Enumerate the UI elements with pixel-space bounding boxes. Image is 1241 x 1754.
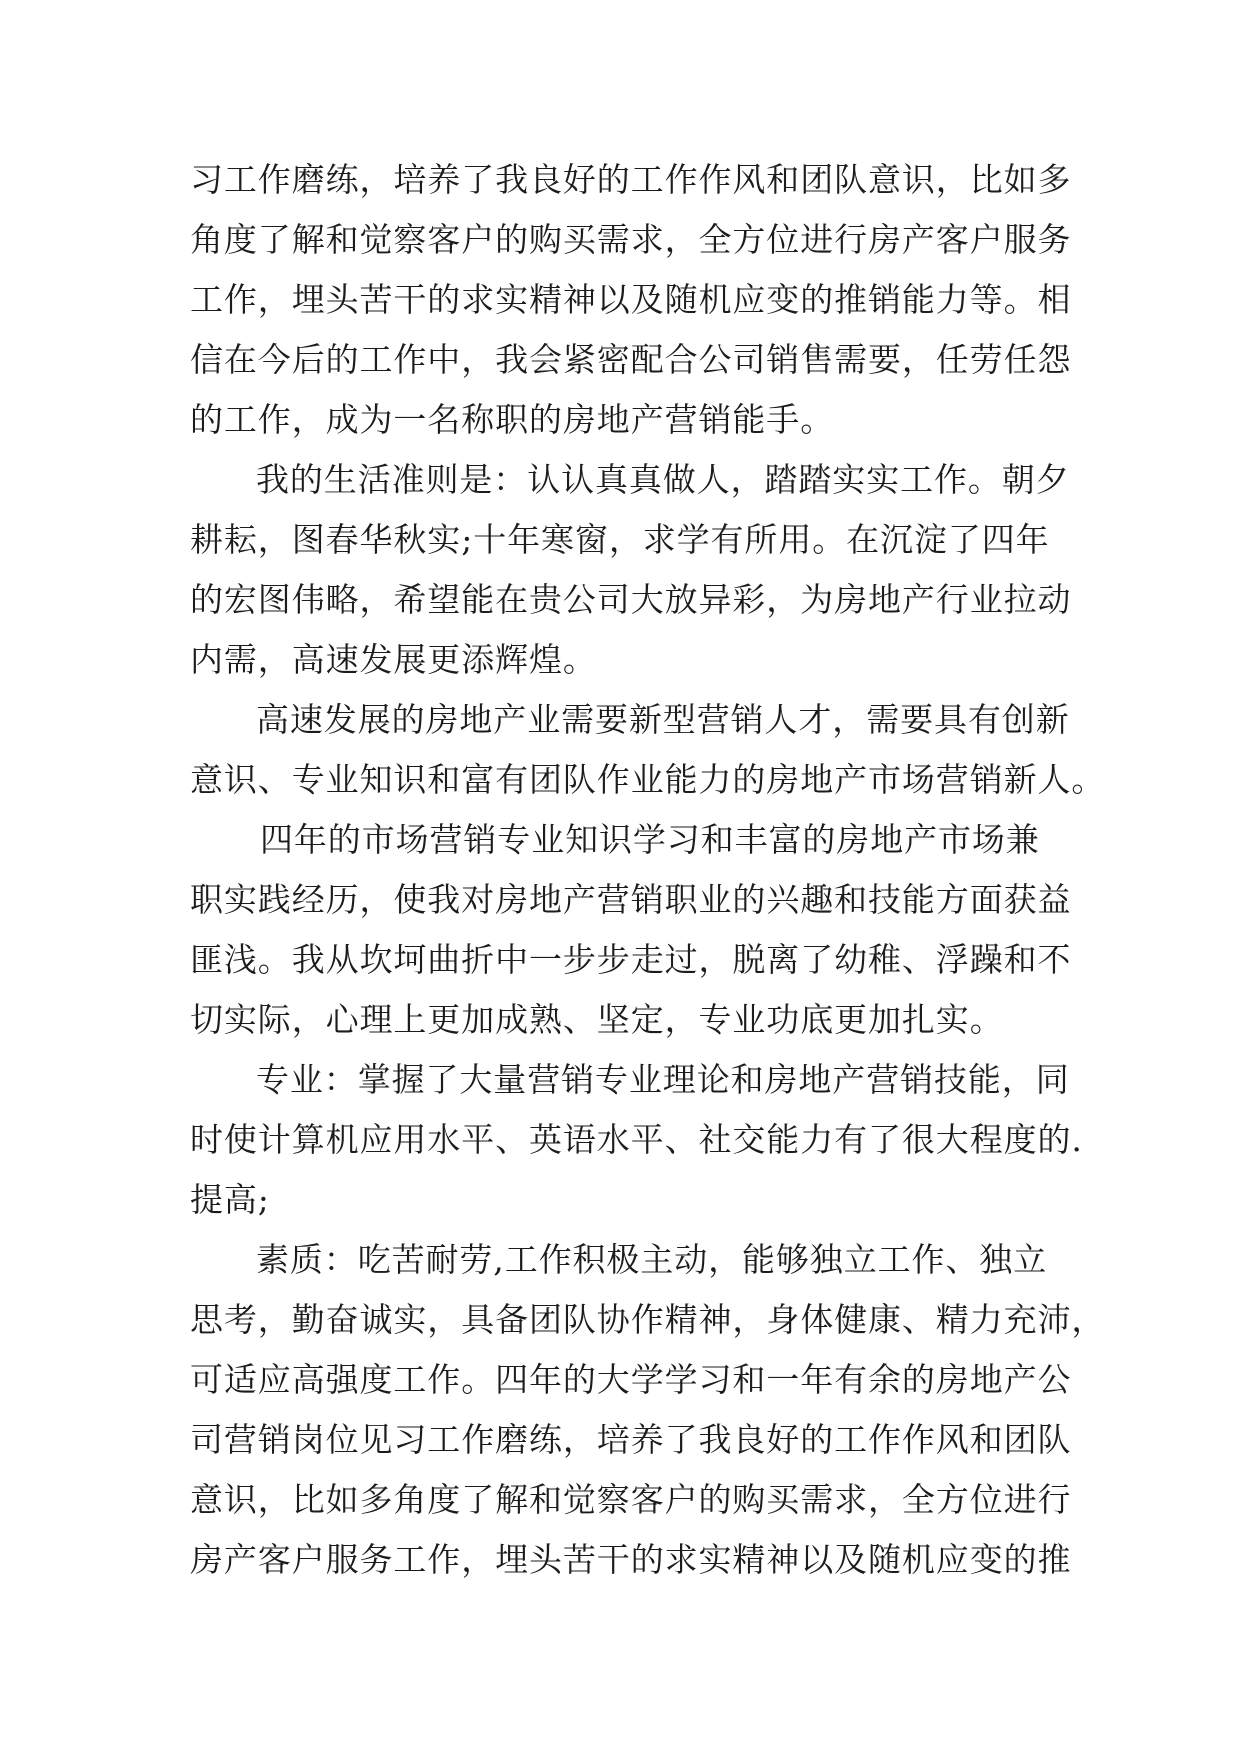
text-line: 的宏图伟略，希望能在贵公司大放异彩，为房地产行业拉动: [190, 580, 1072, 619]
text-line: 耕耘，图春华秋实;十年寒窗，求学有所用。在沉淀了四年: [190, 520, 1050, 559]
text-line: 的工作，成为一名称职的房地产营销能手。: [190, 400, 835, 439]
text-line: 职实践经历，使我对房地产营销职业的兴趣和技能方面获益: [190, 880, 1072, 919]
text-line: 房产客户服务工作，埋头苦干的求实精神以及随机应变的推: [190, 1540, 1072, 1579]
paragraph-start-line: 专业：掌握了大量营销专业理论和房地产营销技能，同: [256, 1060, 1070, 1099]
text-line: 习工作磨练，培养了我良好的工作作风和团队意识，比如多: [190, 160, 1072, 199]
text-line: 提高;: [190, 1180, 270, 1219]
paragraph-start-line: 素质：吃苦耐劳,工作积极主动，能够独立工作、独立: [256, 1240, 1048, 1279]
paragraph-start-line: 高速发展的房地产业需要新型营销人才，需要具有创新: [256, 700, 1070, 739]
text-line: 信在今后的工作中，我会紧密配合公司销售需要，任劳任怨: [190, 340, 1072, 379]
paragraph-start-line: 我的生活准则是：认认真真做人，踏踏实实工作。朝夕: [256, 460, 1070, 499]
text-line: 意识、专业知识和富有团队作业能力的房地产市场营销新人。: [190, 760, 1106, 799]
text-line: 思考，勤奋诚实，具备团队协作精神，身体健康、精力充沛，: [190, 1300, 1106, 1339]
body-text: [190, 150, 1106, 1590]
text-line: 匪浅。我从坎坷曲折中一步步走过，脱离了幼稚、浮躁和不: [190, 940, 1072, 979]
text-line: 内需，高速发展更添辉煌。: [190, 640, 597, 679]
paragraph-start-line: 四年的市场营销专业知识学习和丰富的房地产市场兼: [260, 820, 1040, 859]
text-line: 意识，比如多角度了解和觉察客户的购买需求，全方位进行: [190, 1480, 1072, 1519]
text-line: 可适应高强度工作。四年的大学学习和一年有余的房地产公: [190, 1360, 1072, 1399]
text-line: 工作，埋头苦干的求实精神以及随机应变的推销能力等。相: [190, 280, 1072, 319]
text-line: 时使计算机应用水平、英语水平、社交能力有了很大程度的.: [190, 1120, 1083, 1159]
text-line: 角度了解和觉察客户的购买需求，全方位进行房产客户服务: [190, 220, 1072, 259]
text-line: 切实际，心理上更加成熟、坚定，专业功底更加扎实。: [190, 1000, 1004, 1039]
text-line: 司营销岗位见习工作磨练，培养了我良好的工作作风和团队: [190, 1420, 1072, 1459]
